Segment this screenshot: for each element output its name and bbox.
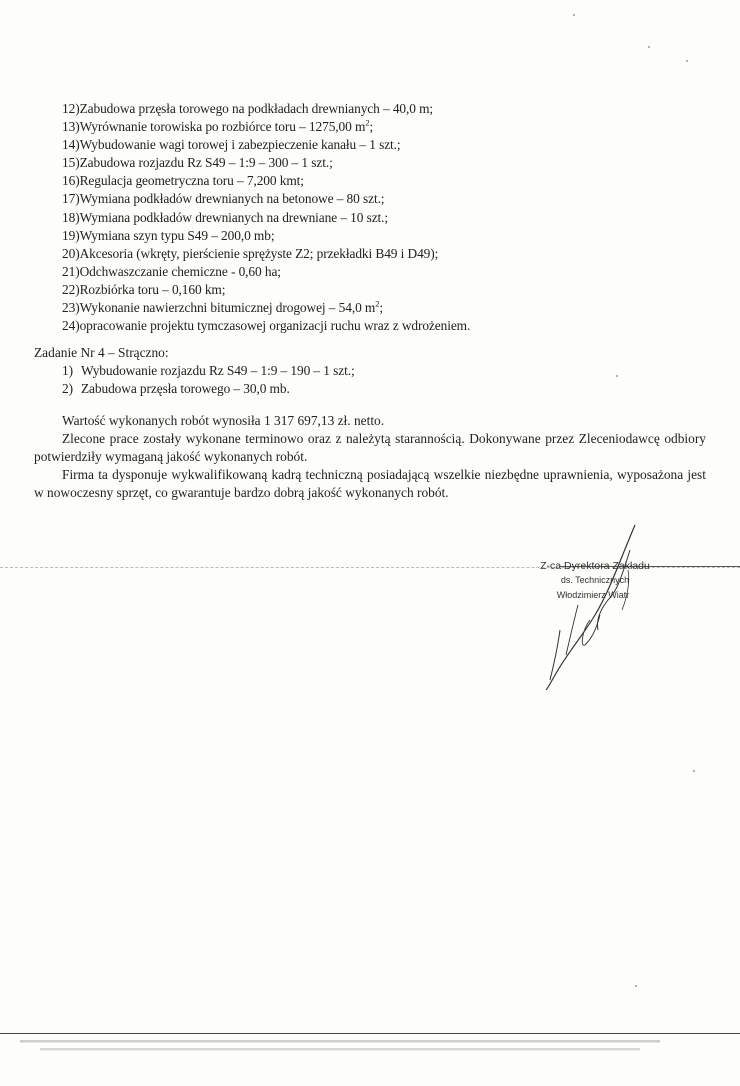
superscript: 2 [365,117,370,128]
handwritten-signature [500,520,660,690]
superscript: 2 [375,298,380,309]
list-item [62,209,712,227]
task-heading: Zadanie Nr 4 – Strączno: [34,345,169,360]
footer-line [0,1033,740,1034]
list-item-number: 16) [62,173,80,189]
list-item [62,100,712,118]
list-item-number: 23) [62,300,80,316]
stamp-title: Z-ca Dyrektora Zakładu [540,560,650,572]
list-item-number: 1) [62,363,73,378]
paragraph-value: Wartość wykonanych robót wynosiła 1 317 697,13 zł. netto. [62,413,385,428]
list-item [62,245,712,263]
list-item [62,227,712,245]
scan-speck [693,770,695,772]
list-item-number: 14) [62,137,80,153]
list-item-text: Zabudowa rozjazdu Rz S49 – 1:9 – 300 – 1 szt.; [79,155,333,171]
list-item-text: Wybudowanie rozjazdu Rz S49 – 1:9 – 190 – 1 szt.; [80,363,355,378]
list-item [62,299,712,317]
list-item [62,172,712,190]
list-item-number: 24) [62,318,80,334]
list-item [62,154,712,172]
list-item [62,263,712,281]
stamp-name: Włodzimierz Wiatr [556,590,630,600]
list-item-text: Wykonanie nawierzchni bitumicznej drogowej – 54,0 m [79,300,376,316]
footer-text [20,1038,720,1061]
list-item-number: 20) [62,245,80,261]
scan-speck [573,14,575,16]
list-item-number: 17) [62,191,80,207]
stamp-department: ds. Technicznych [560,575,630,585]
list-item-number: 12) [62,101,80,116]
list-item-text: Wybudowanie wagi torowej i zabezpieczenie kanału – 1 szt.; [79,137,401,153]
task-list [62,362,355,398]
list-item [62,136,712,154]
list-item-text: Wymiana podkładów drewnianych na drewniane – 10 szt.; [79,209,389,225]
list-item-number: 22) [62,281,80,297]
list-item-number: 2) [62,381,73,397]
scan-speck [648,46,650,48]
paragraph-staff: Firma ta dysponuje wykwalifikowaną kadrą techniczną posiadającą wszelkie niezbędne uprawnienia, wyposażona jest w nowoczesny sprzęt, co gwarantuje bardzo dobrą jakość wykonanych robót. [34,467,706,500]
list-item-number: 15) [62,155,80,171]
list-item [62,362,355,380]
list-item [62,317,712,335]
list-item-text: opracowanie projektu tymczasowej organizacji ruchu wraz z wdrożeniem. [79,318,471,334]
list-item-tail: ; [369,119,374,135]
scan-speck [616,375,618,377]
list-item-tail: ; [379,300,384,316]
list-item-text: Zabudowa przęsła torowego – 30,0 mb. [80,381,290,397]
list-item [62,190,712,208]
list-item-text: Wymiana podkładów drewnianych na betonowe – 80 szt.; [79,191,385,207]
scan-speck [686,60,688,62]
list-item-number: 19) [62,227,80,243]
works-list [62,100,712,335]
list-item-text: Rozbiórka toru – 0,160 km; [79,281,226,297]
list-item-text: Akcesoria (wkręty, pierścienie sprężyste Z2; przekładki B49 i D49); [79,245,439,261]
list-item [62,281,712,299]
list-item [62,380,355,398]
list-item-text: Zabudowa przęsła torowego na podkładach drewnianych – 40,0 m; [79,101,434,116]
footer-illegible-text [20,1038,720,1058]
list-item-text: Regulacja geometryczna toru – 7,200 kmt; [79,173,304,189]
list-item-text: Wymiana szyn typu S49 – 200,0 mb; [79,227,275,243]
list-item [62,118,712,136]
list-item-number: 13) [62,119,80,135]
list-item-text: Wyrównanie torowiska po rozbiórce toru – 1275,00 m [79,119,366,135]
list-item-number: 18) [62,209,80,225]
paragraph-timely: Zlecone prace zostały wykonane terminowo oraz z należytą starannością. Dokonywane przez Zleceniodawcę odbiory potwierdziły wymaganą jakość wykonanych robót. [34,431,706,464]
scan-speck [635,985,637,987]
list-item-number: 21) [62,263,80,279]
list-item-text: Odchwaszczanie chemiczne - 0,60 ha; [79,263,281,279]
